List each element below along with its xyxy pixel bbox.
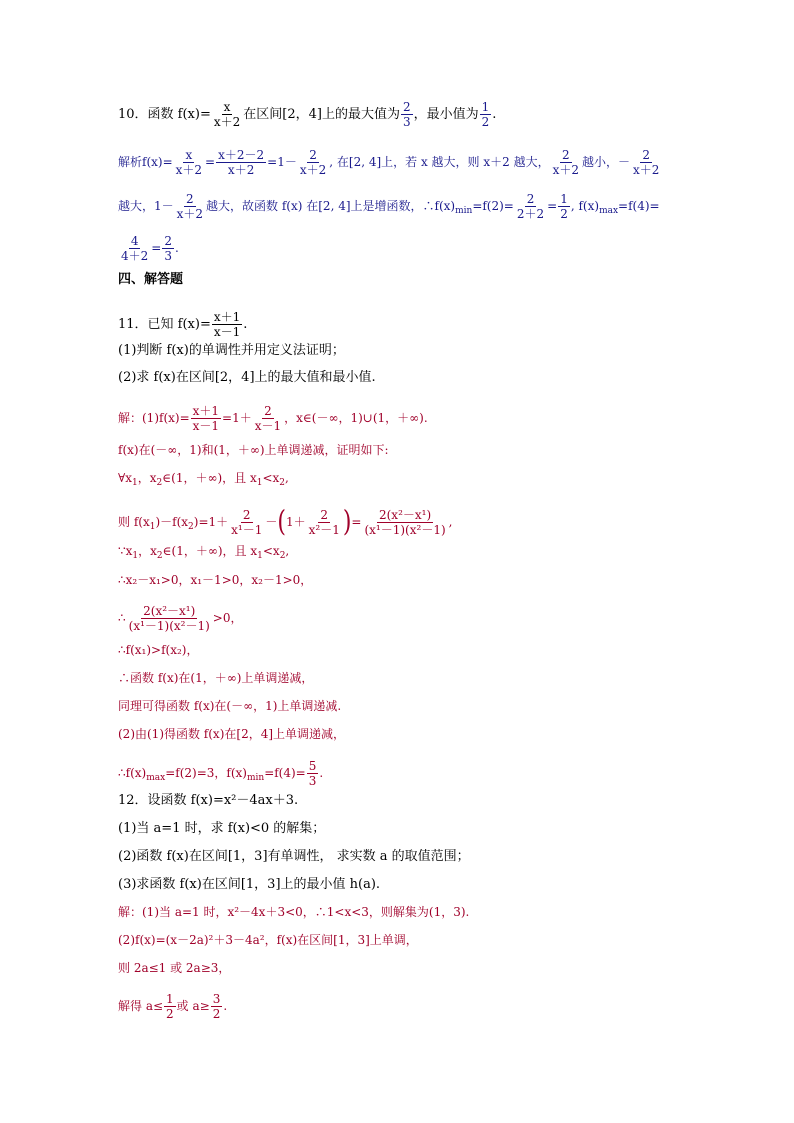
question-12-part-1: (1)当 a=1 时，求 f(x)<0 的解集； (118, 821, 326, 836)
analysis-10-line-3: $\frac{4}{4+2}$ = $\frac{2}{3}$ . (121, 234, 179, 263)
answer-11-line-3: $\forall x_1$，$x_2\in(1$，＋∞)，且 $x_1<x_2$, (118, 471, 289, 488)
answer-12-line-2: (2)f(x)=(x－2a)²＋3－4a²，f(x)在区间[1，3]上单调， (118, 933, 418, 947)
answer-11-line-9: ∴函数 f(x)在(1，＋∞)上单调递减， (118, 671, 314, 685)
answer-11-line-4: 则 $f(x_1)-f(x_2)=1+$ $\frac{2}{\text{x¹－1}}$ －(1＋ $\frac{2}{\text{x²－1}}$ )= $\frac{\text{2(x²－x¹)}}{\text{(x¹－1)(x²－1)}}$ , (118, 505, 453, 539)
question-12: 12．设函数 f(x)=x²－4ax＋3. (118, 793, 299, 808)
answer-11-line-12: $\therefore f(x)_{max}=f(2)=3$，$f(x)_{min}=f(4)=$ $\frac{5}{3}$ . (118, 759, 324, 788)
answer-11-line-11: (2)由(1)得函数 f(x)在[2，4]上单调递减， (118, 727, 346, 741)
question-10: 10．函数 f(x)= $\frac{x}{x+2}$ 在区间[2，4]上的最大值为 $\frac{2}{3}$ ，最小值为 $\frac{1}{2}$ . (118, 100, 497, 129)
question-11: 11．已知 f(x)= $\frac{x+1}{x-1}$ . (118, 310, 248, 339)
question-12-part-2: (2)函数 f(x)在区间[1，3]有单调性， 求实数 a 的取值范围； (118, 849, 470, 864)
answer-11-line-10: 同理可得函数 f(x)在(－∞，1)上单调递减. (118, 699, 342, 713)
analysis-10-line-1: 解析f(x)= $\frac{x}{x+2}$ = $\frac{x+2-2}{x+2}$ =1－ $\frac{2}{x+2}$ , 在[2, 4]上，若 x 越大，则 x＋2 越大， $\frac{2}{x+2}$ 越小，－ $\frac{2}{x+2}$ (118, 148, 660, 177)
analysis-10-line-2: 越大，1－ $\frac{2}{x+2}$ 越大，故函数 f(x) 在[2, 4]上是增函数，$\therefore f(x)_{min}=f(2)=$ $\frac{2}{2+2}$ = $\frac{1}{2}$ , $f(x)_{max}=f(4)=$ (118, 192, 660, 221)
answer-12-line-3: 则 2a≤1 或 2a≥3， (118, 961, 231, 975)
fraction: $\frac{x}{x+2}$ (213, 100, 241, 129)
answer-11-line-8: ∴f(x₁)>f(x₂)， (118, 643, 199, 657)
answer-11-line-1: 解：(1)f(x)= $\frac{x+1}{x-1}$ =1＋ $\frac{2}{x-1}$ ，x∈(－∞，1)∪(1，＋∞). (118, 404, 428, 433)
answer-11-line-2: f(x)在(－∞，1)和(1，＋∞)上单调递减，证明如下: (118, 443, 389, 457)
answer-11-line-7: ∴ $\frac{\text{2(x²－x¹)}}{\text{(x¹－1)(x²－1)}}$ >0， (118, 604, 243, 633)
answer-11-line-5: $\because x_1$，$x_2\in(1$，＋∞)，且 $x_1<x_2$, (118, 544, 290, 561)
answer-12-line-4: 解得 a≤ $\frac{1}{2}$ 或 a≥ $\frac{3}{2}$ . (118, 992, 228, 1021)
answer-min-fraction: $\frac{1}{2}$ (481, 100, 490, 129)
answer-12-line-1: 解：(1)当 a=1 时，x²－4x＋3<0，∴1<x<3，则解集为(1，3). (118, 905, 470, 919)
section-heading: 四、解答题 (118, 272, 184, 287)
question-11-part-2: (2)求 f(x)在区间[2，4]上的最大值和最小值. (118, 370, 376, 385)
answer-11-line-6: ∴x₂－x₁>0，x₁－1>0，x₂－1>0， (118, 573, 313, 587)
answer-max-fraction: $\frac{2}{3}$ (402, 100, 411, 129)
question-11-part-1: (1)判断 f(x)的单调性并用定义法证明； (118, 343, 345, 358)
question-12-part-3: (3)求函数 f(x)在区间[1，3]上的最小值 h(a). (118, 877, 381, 892)
q10-text: 10．函数 f(x)= (118, 107, 211, 122)
